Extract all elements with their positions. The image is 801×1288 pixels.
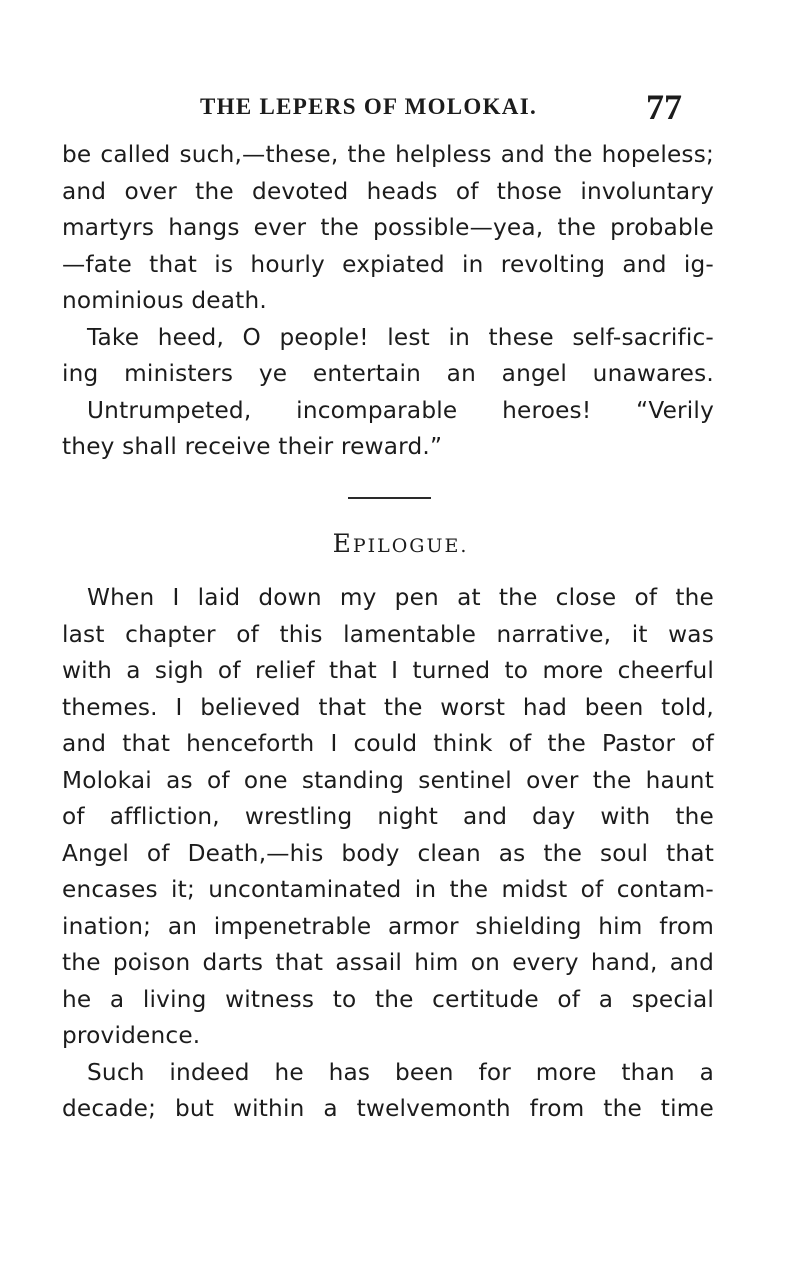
text-line: with a sigh of relief that I turned to more cheerful — [62, 657, 714, 684]
text-line: Angel of Death,—his body clean as the soul that — [62, 839, 714, 867]
text-line: the poison darts that assail him on every hand, and — [62, 949, 714, 976]
text-line: ing ministers ye entertain an angel unawares. — [62, 360, 714, 387]
text-line: be called such,—these, the helpless and the hopeless; — [62, 141, 714, 168]
epilogue-heading-rest: PILOGUE. — [352, 535, 469, 557]
text-line: and that henceforth I could think of the Pastor of — [62, 730, 714, 757]
running-title: THE LEPERS OF MOLOKAI. — [200, 94, 538, 119]
epilogue-paragraphs — [62, 580, 714, 1128]
epilogue-heading — [0, 529, 801, 558]
page-number: 77 — [646, 87, 682, 127]
epilogue-heading-initial: E — [332, 529, 353, 558]
text-line: they shall receive their reward.” — [62, 433, 443, 460]
text-line: decade; but within a twelvemonth from the time — [62, 1095, 714, 1122]
text-line: and over the devoted heads of those involuntary — [62, 177, 714, 205]
text-line: ination; an impenetrable armor shielding him from — [62, 912, 714, 940]
running-head — [200, 86, 720, 126]
text-line: When I laid down my pen at the close of the — [87, 584, 714, 611]
text-line: —fate that is hourly expiated in revolting and ig- — [62, 250, 714, 278]
text-line: encases it; uncontaminated in the midst of contam- — [62, 876, 714, 903]
text-line: Take heed, O people! lest in these self-sacrific- — [87, 323, 714, 351]
text-line: Molokai as of one standing sentinel over the haunt — [62, 766, 714, 794]
text-line: themes. I believed that the worst had been told, — [62, 693, 714, 721]
section-divider — [348, 497, 431, 499]
closing-paragraphs — [62, 137, 714, 466]
text-line: Such indeed he has been for more than a — [87, 1058, 714, 1086]
text-line: he a living witness to the certitude of a special — [62, 985, 714, 1013]
text-line: last chapter of this lamentable narrative, it was — [62, 620, 714, 648]
text-line: martyrs hangs ever the possible—yea, the probable — [62, 214, 714, 241]
text-line: providence. — [62, 1022, 201, 1049]
text-line: Untrumpeted, incomparable heroes! “Verily — [87, 396, 714, 424]
text-line: nominious death. — [62, 287, 267, 314]
text-line: of affliction, wrestling night and day with the — [62, 803, 714, 830]
